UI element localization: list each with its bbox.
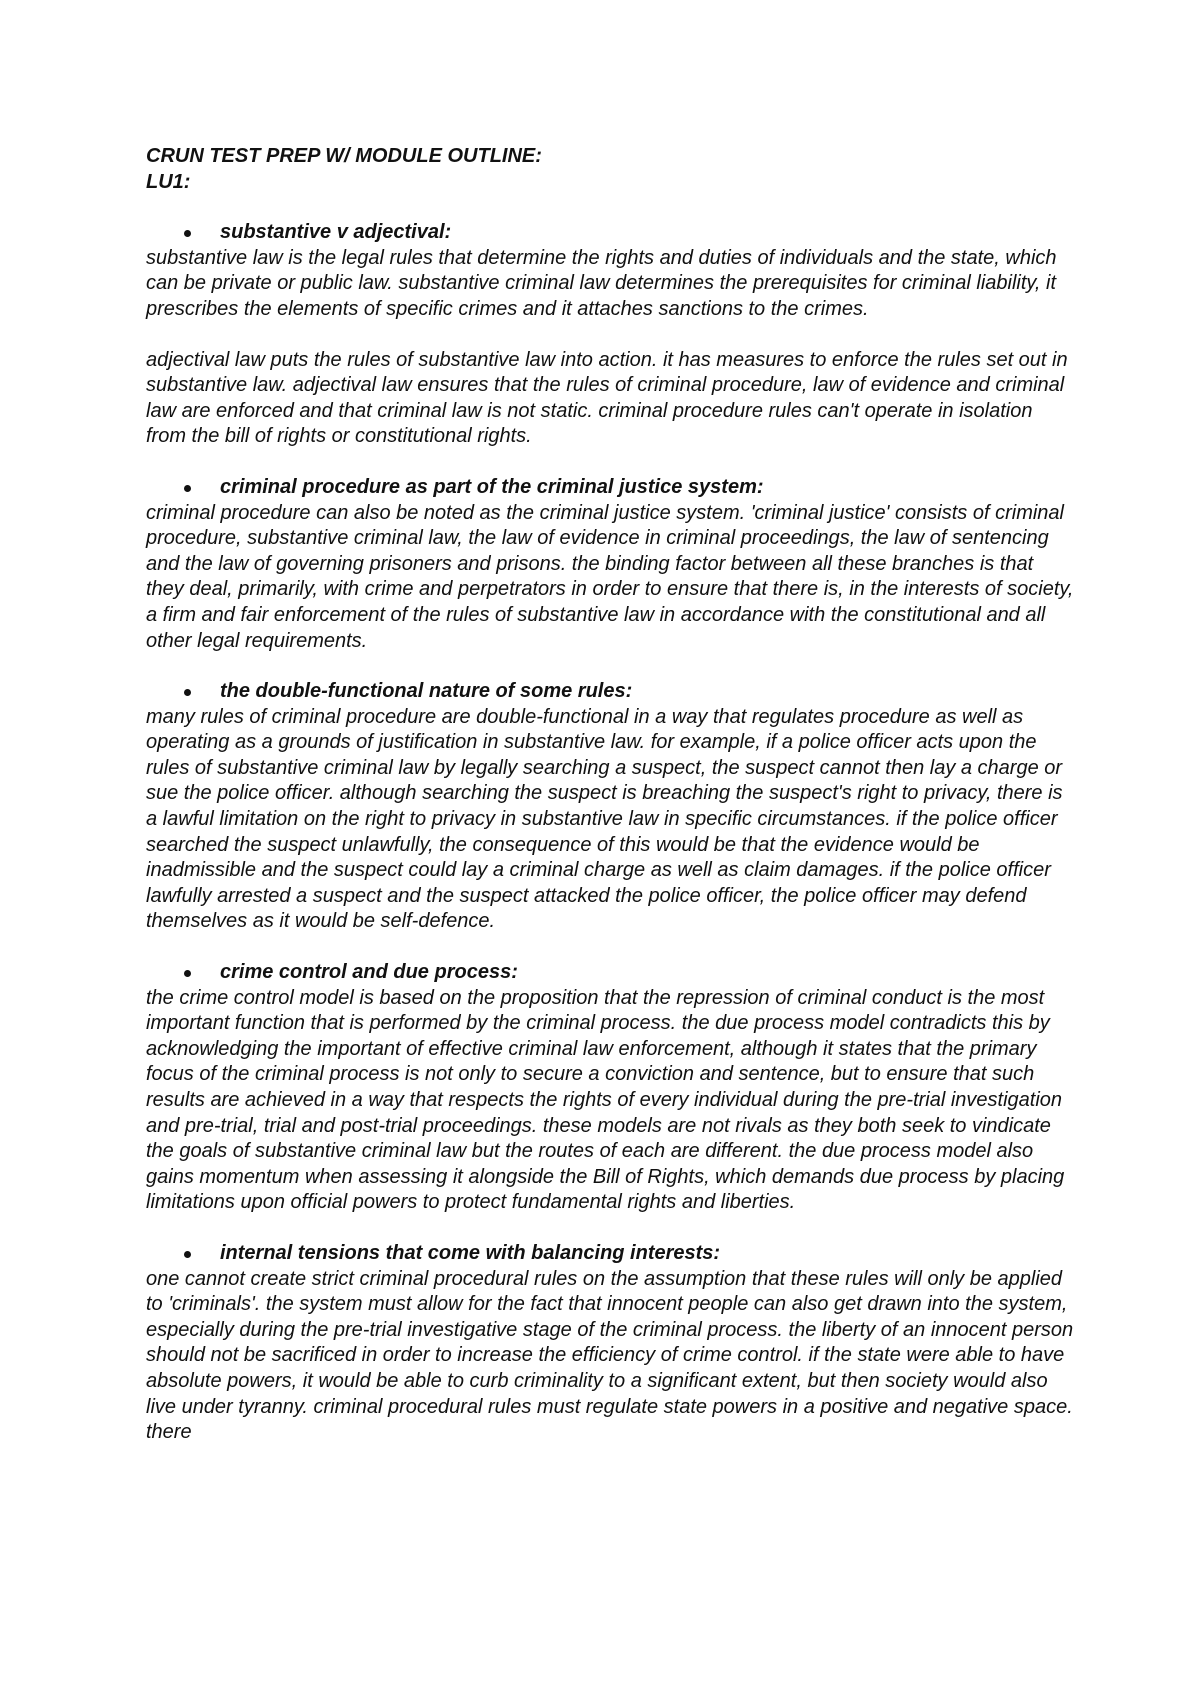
unit-label: LU1: <box>146 170 191 193</box>
section-crime-control-due-process <box>146 960 1076 1216</box>
section-double-functional-rules <box>146 679 1076 935</box>
section-internal-tensions <box>146 1241 1076 1446</box>
section-criminal-procedure-justice-system <box>146 475 1076 654</box>
bullet-icon <box>184 1251 191 1258</box>
section-heading-text: internal tensions that come with balancing interests: <box>220 1241 721 1264</box>
bullet-icon <box>184 230 191 237</box>
section-paragraph: the crime control model is based on the proposition that the repression of criminal conduct is the most important function that is performed by the criminal process. the due process model contradicts this by acknowledging the important of effective criminal law enforcement, although it states that the primary focus of the criminal process is not only to secure a conviction and sentence, but to ensure that such results are achieved in a way that respects the rights of every individual during the pre-trial investigation and pre-trial, trial and post-trial proceedings. these models are not rivals as they both seek to vindicate the goals of substantive criminal law but the routes of each are different. the due process model also gains momentum when assessing it alongside the Bill of Rights, which demands due process by placing limitations upon official powers to protect fundamental rights and liberties. <box>146 986 1065 1214</box>
bullet-icon <box>184 970 191 977</box>
section-paragraph: criminal procedure can also be noted as the criminal justice system. 'criminal justice' consists of criminal procedure, substantive criminal law, the law of evidence in criminal proceedings, the law of sentencing and the law of governing prisoners and prisons. the binding factor between all these branches is that they deal, primarily, with crime and perpetrators in order to ensure that there is, in the interests of society, a firm and fair enforcement of the rules of substantive law in accordance with the constitutional and all other legal requirements. <box>146 501 1074 652</box>
section-paragraph: one cannot create strict criminal procedural rules on the assumption that these rules will only be applied to 'criminals'. the system must allow for the fact that innocent people can also get drawn into the system, especially during the pre-trial investigative stage of the criminal process. the liberty of an innocent person should not be sacrificed in order to increase the efficiency of crime control. if the state were able to have absolute powers, it would be able to curb criminality to a significant extent, but then society would also live under tyranny. criminal procedural rules must regulate state powers in a positive and negative space. there <box>146 1267 1074 1444</box>
bullet-icon <box>184 689 191 696</box>
section-heading <box>146 475 1076 501</box>
section-heading-text: the double-functional nature of some rules: <box>220 680 633 703</box>
section-heading <box>146 1241 1076 1267</box>
section-paragraph: adjectival law puts the rules of substantive law into action. it has measures to enforce the rules set out in substantive law. adjectival law ensures that the rules of criminal procedure, law of evidence and criminal law are enforced and that criminal law is not static. criminal procedure rules can't operate in isolation from the bill of rights or constitutional rights. <box>146 348 1068 448</box>
section-paragraph: substantive law is the legal rules that determine the rights and duties of individuals and the state, which can be private or public law. substantive criminal law determines the prerequisites for criminal liability, it prescribes the elements of specific crimes and it attaches sanctions to the crimes. <box>146 246 1057 320</box>
section-heading-text: substantive v adjectival: <box>220 221 452 244</box>
section-heading <box>146 220 1076 246</box>
bullet-icon <box>184 485 191 492</box>
document-title: CRUN TEST PREP W/ MODULE OUTLINE: <box>146 145 542 167</box>
section-paragraph: many rules of criminal procedure are double-functional in a way that regulates procedure as well as operating as a grounds of justification in substantive law. for example, if a police officer acts upon the rules of substantive criminal law by legally searching a suspect, the suspect cannot then lay a charge or sue the police officer. although searching the suspect is breaching the suspect's right to privacy, there is a lawful limitation on the right to privacy in substantive law in specific circumstances. if the police officer searched the suspect unlawfully, the consequence of this would be that the evidence would be inadmissible and the suspect could lay a criminal charge as well as claim damages. if the police officer lawfully arrested a suspect and the suspect attacked the police officer, the police officer may defend themselves as it would be self-defence. <box>146 705 1063 933</box>
section-heading <box>146 679 1076 705</box>
section-substantive-v-adjectival <box>146 220 1076 450</box>
section-heading <box>146 960 1076 986</box>
section-heading-text: criminal procedure as part of the criminal justice system: <box>220 475 764 498</box>
document-page <box>146 144 1076 1471</box>
section-heading-text: crime control and due process: <box>220 961 518 984</box>
